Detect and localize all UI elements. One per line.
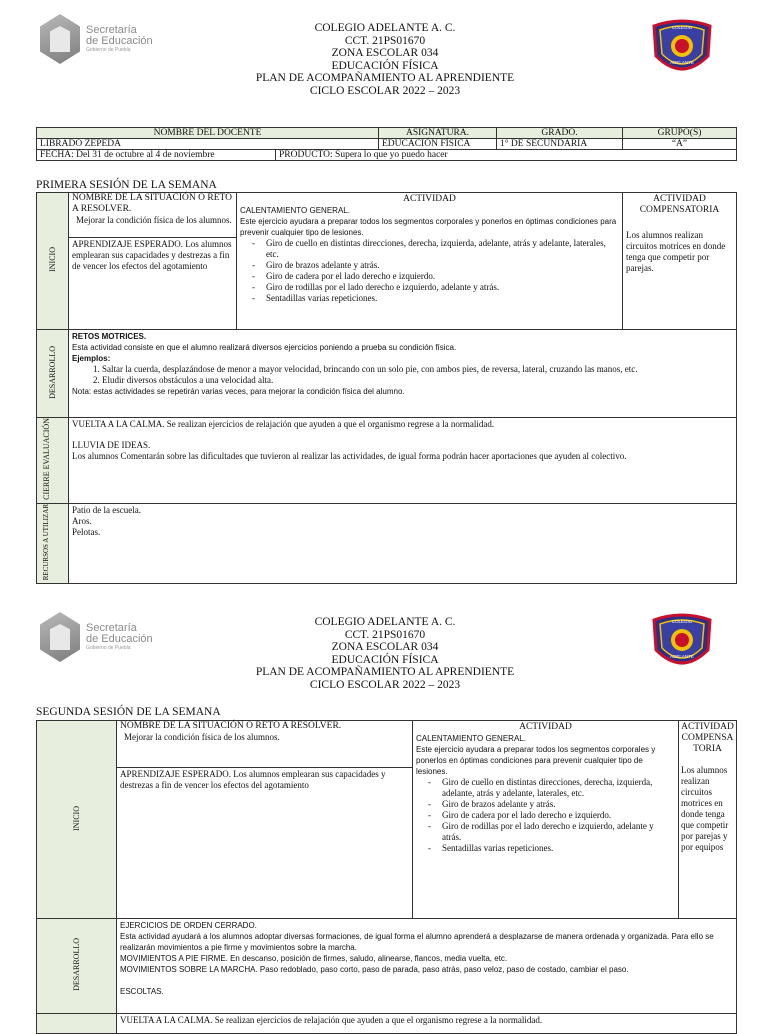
list-item: - Sentadillas varias repeticiones. xyxy=(442,843,675,854)
header-line: CCT. 21PS01670 xyxy=(344,34,426,47)
escoltas-text: ESCOLTAS. xyxy=(120,987,164,996)
retos-text: Esta actividad consiste en que el alumno realizará diversos ejercicios poniendo a prueba su condición física. xyxy=(72,343,457,352)
reto-header: NOMBRE DE LA SITUACIÓN O RETO A RESOLVER. xyxy=(72,193,233,214)
list-item: - Giro de brazos adelante y atrás. xyxy=(442,799,675,810)
header-line: ZONA ESCOLAR 034 xyxy=(331,47,439,59)
marcha-text: MOVIMIENTOS SOBRE LA MARCHA. Paso redoblado, paso corto, paso de parada, paso atrás, paso veloz, paso de costado, cambiar el paso. xyxy=(120,965,629,974)
cierre-comentarios: Los alumnos Comentarán sobre las dificultades que tuvieron al realizar las actividades, de igual forma podrán hacer aportaciones que ayuden al colectivo. xyxy=(72,451,627,461)
recursos-label: RECURSOS A UTILIZAR xyxy=(37,503,69,583)
list-item: - Giro de cuello en distintas direcciones, derecha, izquierda, adelante, atrás y adelante, laterales, etc. xyxy=(266,238,619,260)
cierre-calma: VUELTA A LA CALMA. Se realizan ejercicios de relajación que ayuden a que el organismo regrese a la normalidad. xyxy=(120,1015,543,1025)
logo-line3: Gobierno de Puebla xyxy=(86,644,131,651)
desarrollo-label: DESARROLLO xyxy=(37,919,117,1014)
calentamiento-header: CALENTAMIENTO GENERAL. xyxy=(240,206,350,215)
retos-header: RETOS MOTRICES. xyxy=(72,332,147,341)
compensatoria-text: Los alumnos realizan circuitos motrices en donde tenga que competir por parejas. xyxy=(626,230,726,273)
recurso-item: Aros. xyxy=(72,515,92,526)
logo-line1: Secretaría xyxy=(86,23,137,36)
header-line: COLEGIO ADELANTE A. C. xyxy=(314,616,456,628)
session2-title: SEGUNDA SESIÓN DE LA SEMANA xyxy=(36,706,221,718)
grupo-header: GRUPO(S) xyxy=(623,128,737,139)
secretaria-logo xyxy=(38,10,153,68)
badge-bottom-text: ADELANTE xyxy=(670,60,694,65)
logo-line2: de Educación xyxy=(86,34,153,47)
grado-header: GRADO. xyxy=(497,128,623,139)
list-item: - Giro de brazos adelante y atrás. xyxy=(266,260,619,271)
recurso-item: Pelotas. xyxy=(72,526,101,537)
nota-text: Nota: estas actividades se repetirán varias veces, para mejorar la condición física del alumno. xyxy=(72,387,405,396)
header-line: COLEGIO ADELANTE A. C. xyxy=(314,22,456,34)
header-line: CCT. 21PS01670 xyxy=(344,628,426,641)
school-badge-icon xyxy=(650,612,714,674)
header-line: EDUCACIÓN FÍSICA xyxy=(331,653,439,666)
list-item: - Giro de rodillas por el lado derecho e izquierdo, adelante y atrás. xyxy=(442,821,675,843)
grupo-value: “A” xyxy=(623,139,737,150)
logo-emblem-icon xyxy=(38,10,82,68)
aprendizaje-text: APRENDIZAJE ESPERADO. Los alumnos emplearan sus capacidades y destrezas a fin de vencer los efectos del agotamiento xyxy=(120,769,386,790)
aprendizaje-text: APRENDIZAJE ESPERADO. Los alumnos emplearan sus capacidades y destrezas a fin de vencer los efectos del agotamiento xyxy=(72,239,232,271)
list-item: - Giro de rodillas por el lado derecho e izquierdo, adelante y atrás. xyxy=(266,282,619,293)
inicio-label: INICIO xyxy=(37,193,69,330)
inicio-label: INICIO xyxy=(37,721,117,919)
secretaria-logo xyxy=(38,608,153,666)
list-item: - Giro de cadera por el lado derecho e izquierdo. xyxy=(442,810,675,821)
session2-table xyxy=(36,720,737,1034)
producto-value: PRODUCTO: Supera lo que yo puedo hacer xyxy=(279,150,448,160)
header-line: CICLO ESCOLAR 2022 – 2023 xyxy=(309,678,461,691)
school-header xyxy=(150,22,620,97)
badge-top-text: COLEGIO xyxy=(671,25,693,30)
school-badge-icon xyxy=(650,18,714,80)
ejemplos-list xyxy=(72,364,733,386)
badge-top-text: COLEGIO xyxy=(671,619,693,624)
header-line: PLAN DE ACOMPAÑAMIENTO AL APRENDIENTE xyxy=(255,666,515,678)
logo-line3: Gobierno de Puebla xyxy=(86,46,131,53)
session1-table xyxy=(36,192,737,584)
logo-emblem-icon xyxy=(38,608,82,666)
cierre-lluvia: LLUVIA DE IDEAS. xyxy=(72,440,151,450)
asignatura-value: EDUCACIÓN FÍSICA xyxy=(379,139,497,150)
list-item: 2. Eludir diversos obstáculos a una velocidad alta. xyxy=(102,375,733,386)
fecha-value: FECHA: Del 31 de octubre al 4 de noviembre xyxy=(37,150,276,160)
actividad-header: ACTIVIDAD xyxy=(403,194,456,204)
list-item: - Sentadillas varias repeticiones. xyxy=(266,293,619,304)
header-line: PLAN DE ACOMPAÑAMIENTO AL APRENDIENTE xyxy=(255,72,515,84)
school-header xyxy=(150,616,620,691)
desarrollo-label: DESARROLLO xyxy=(37,330,69,418)
pie-firme-text: MOVIMIENTOS A PIE FIRME. En descanso, posición de firmes, saludo, alinearse, flancos, media vuelta, etc. xyxy=(120,954,508,963)
session1-title: PRIMERA SESIÓN DE LA SEMANA xyxy=(36,179,217,191)
compensatoria-text: Los alumnos realizan circuitos motrices en donde tenga que competir por parejas y por equipos xyxy=(681,765,729,852)
header-line: EDUCACIÓN FÍSICA xyxy=(331,59,439,72)
reto-text: Mejorar la condición física de los alumnos. xyxy=(76,215,232,225)
calentamiento-text: Este ejercicio ayudara a preparar todos los segmentos corporales y ponerlos en óptimas condiciones para prevenir cualquier tipo de lesiones. xyxy=(416,745,656,776)
cierre-calma: VUELTA A LA CALMA. Se realizan ejercicios de relajación que ayuden a que el organismo regrese a la normalidad. xyxy=(72,419,495,429)
docente-header: NOMBRE DEL DOCENTE xyxy=(37,128,379,139)
actividad-header: ACTIVIDAD xyxy=(519,722,572,732)
ejemplos-header: Ejemplos: xyxy=(72,354,111,363)
docente-value: LIBRADO ZEPEDA xyxy=(37,139,379,150)
calentamiento-header: CALENTAMIENTO GENERAL. xyxy=(416,734,526,743)
reto-header: NOMBRE DE LA SITUACIÓN O RETO A RESOLVER. xyxy=(120,721,342,731)
teacher-info-table xyxy=(36,127,737,161)
grado-value: 1° DE SECUNDARIA xyxy=(497,139,623,150)
orden-text: Esta actividad ayudará a los alumnos adoptar diversas formaciones, de igual forma el alumno aprenderá a desplazarse de manera ordenada y organizada. Para ello se realizarán movimientos a pie firme y movimientos sobre la marcha. xyxy=(120,932,714,952)
cierre-label: CIERRE EVALUACIÓN xyxy=(37,418,69,504)
logo-line1: Secretaría xyxy=(86,621,137,634)
compensatoria-header: ACTIVIDAD COMPENSATORIA xyxy=(681,722,734,754)
warmup-list xyxy=(240,238,619,304)
orden-header: EJERCICIOS DE ORDEN CERRADO. xyxy=(120,921,257,930)
asignatura-header: ASIGNATURA. xyxy=(379,128,497,139)
calentamiento-text: Este ejercicio ayudara a preparar todos los segmentos corporales y ponerlos en óptimas condiciones para prevenir cualquier tipo de lesiones. xyxy=(240,217,617,237)
list-item: - Giro de cuello en distintas direcciones, derecha, izquierda, adelante, atrás y adelante, laterales, etc. xyxy=(442,777,675,799)
compensatoria-header: ACTIVIDAD COMPENSATORIA xyxy=(639,194,720,215)
reto-text: Mejorar la condición física de los alumnos. xyxy=(124,732,280,742)
header-line: ZONA ESCOLAR 034 xyxy=(331,641,439,653)
badge-bottom-text: ADELANTE xyxy=(670,654,694,659)
logo-line2: de Educación xyxy=(86,632,153,645)
warmup-list xyxy=(416,777,675,854)
header-line: CICLO ESCOLAR 2022 – 2023 xyxy=(309,84,461,97)
list-item: - Giro de cadera por el lado derecho e izquierdo. xyxy=(266,271,619,282)
recurso-item: Patio de la escuela. xyxy=(72,504,141,515)
list-item: 1. Saltar la cuerda, desplazándose de menor a mayor velocidad, brincando con un solo pie, con ambos pies, de reversa, lateral, cruzando las manos, etc. xyxy=(102,364,733,375)
